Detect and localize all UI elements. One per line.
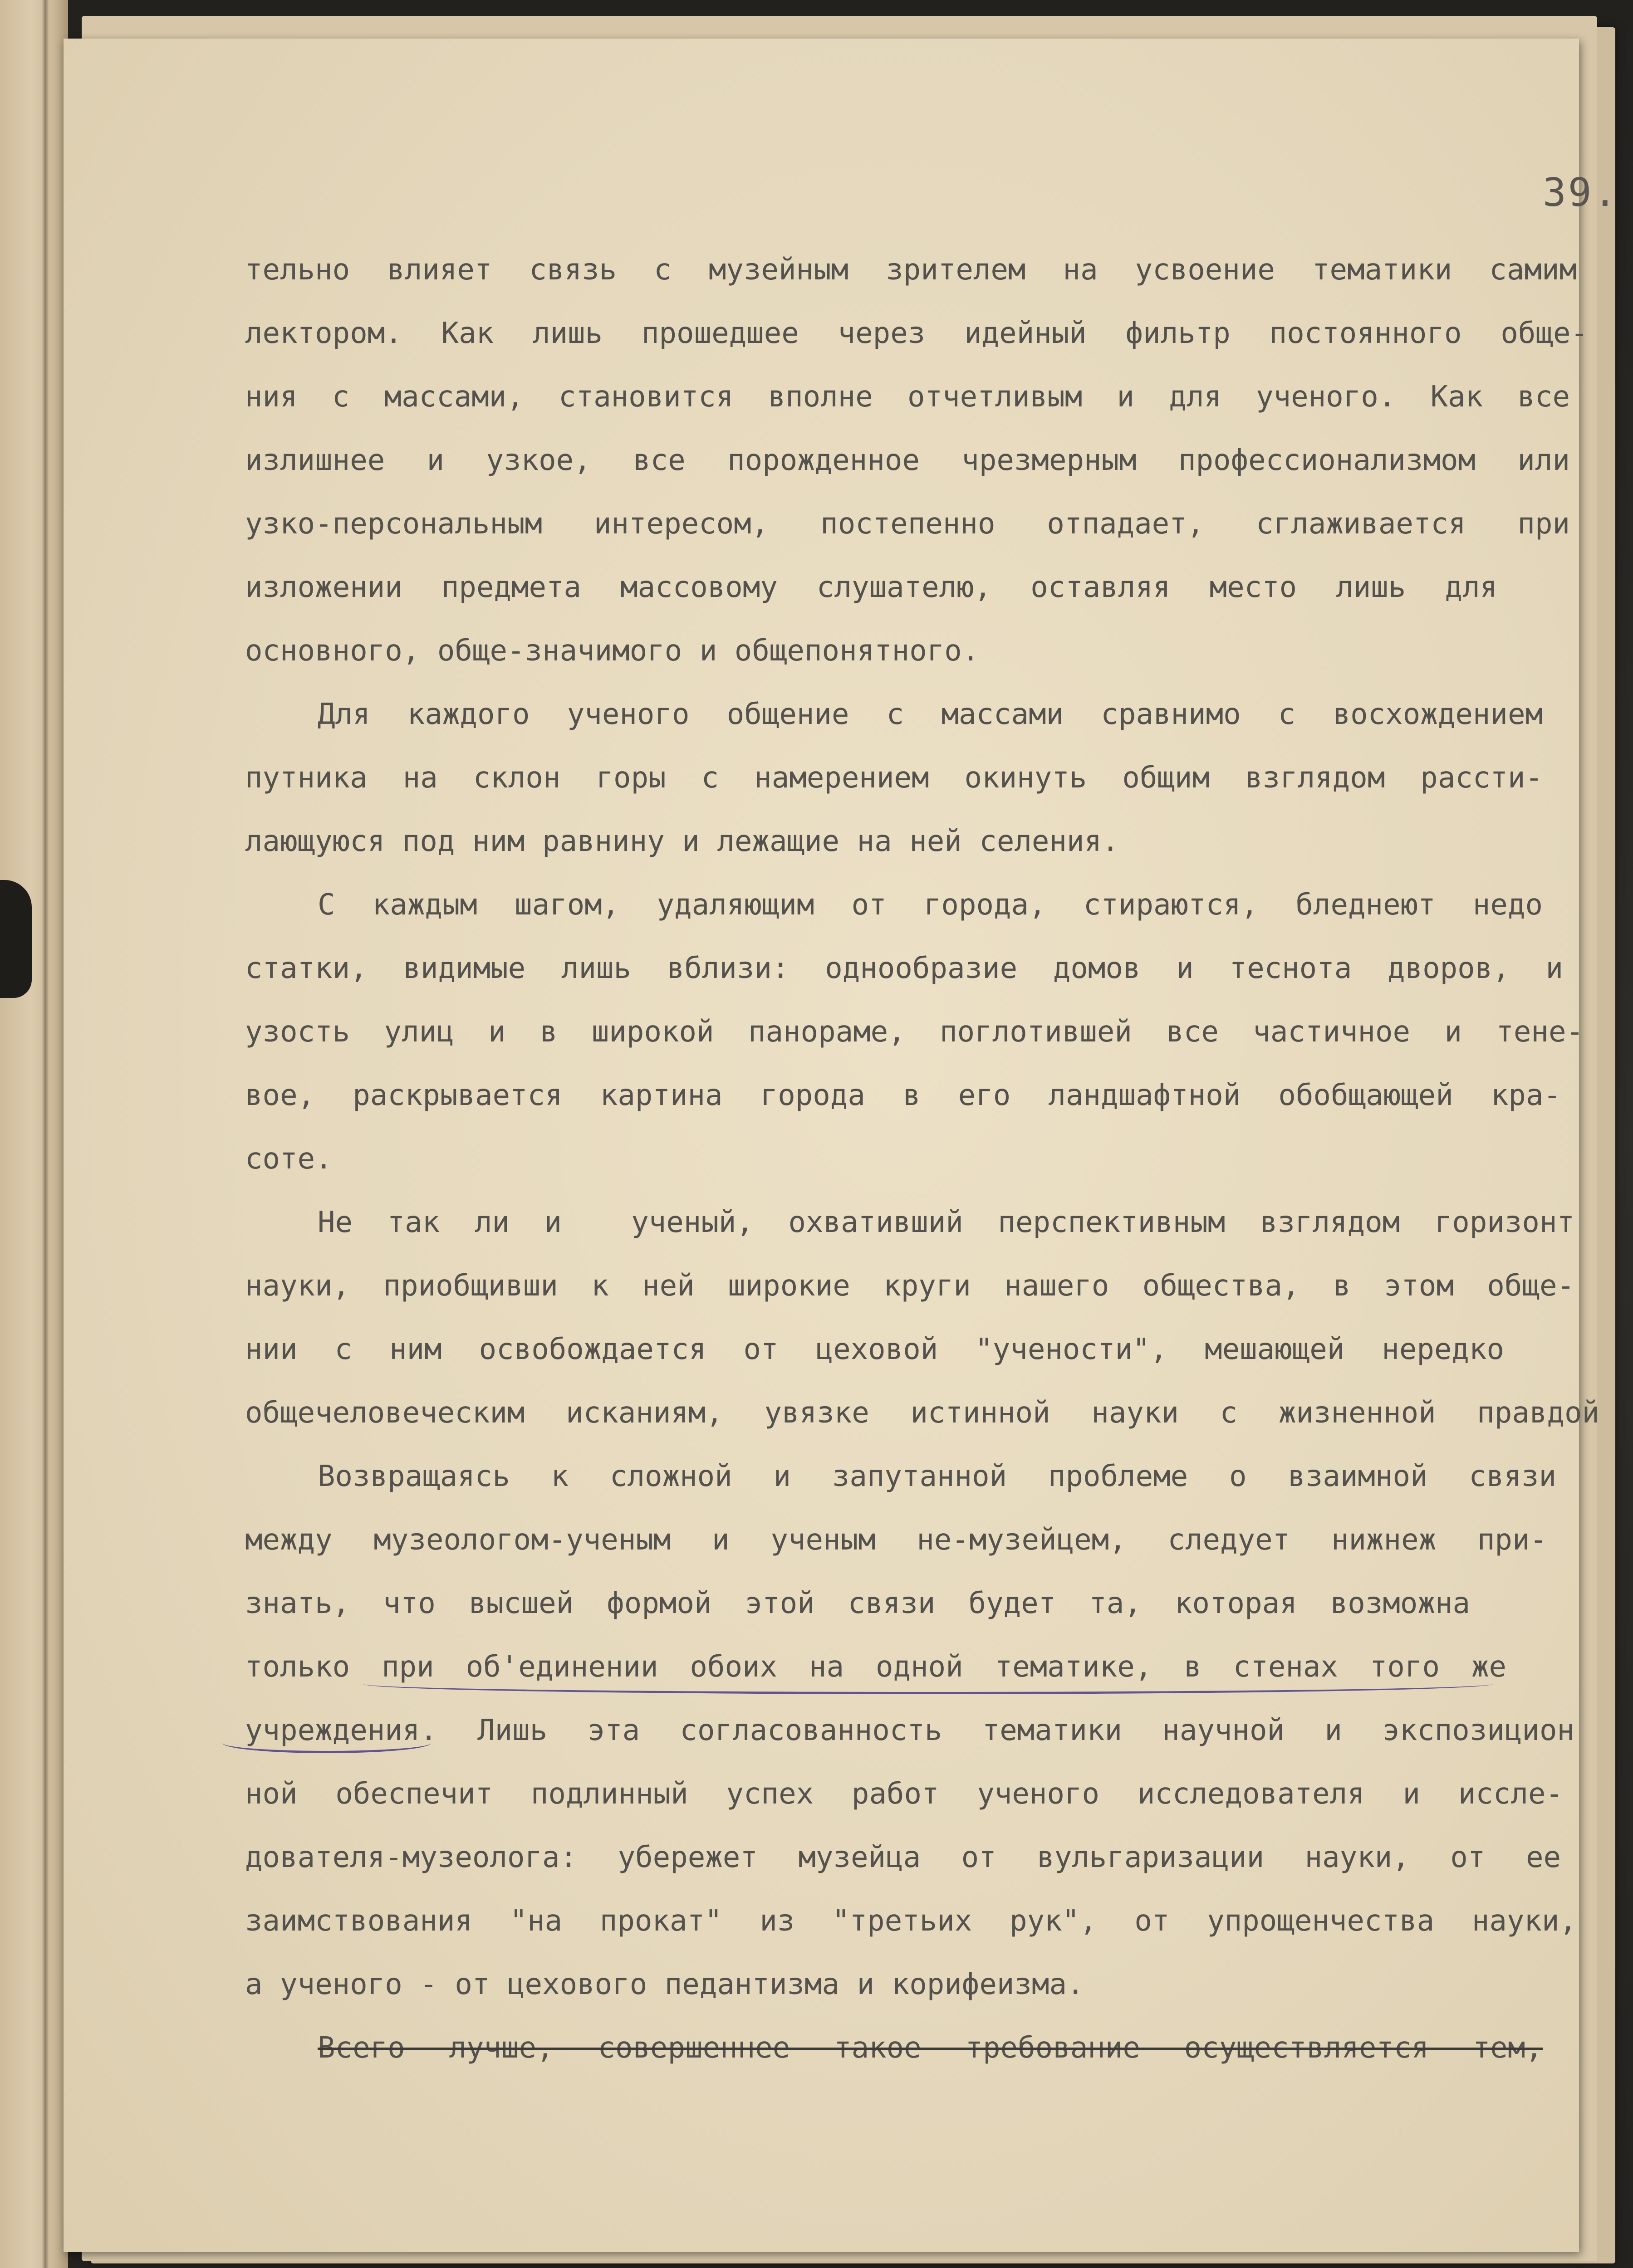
- text-line-7: основного, обще-значимого и общепонятного.: [245, 634, 980, 668]
- text-line-15: соте.: [245, 1142, 333, 1176]
- text-line-13: узость улиц и в широкой панораме, поглотившей все частичное и тене-: [245, 1015, 1584, 1049]
- text-line-14: вое, раскрывается картина города в его ландшафтной обобщающей кра-: [245, 1079, 1561, 1112]
- text-line-22: знать, что высшей формой этой связи будет та, которая возможна: [245, 1587, 1470, 1620]
- ink-underline-1: [363, 1674, 1493, 1694]
- text-line-5: узко-персональным интересом, постепенно отпадает, сглаживается при: [245, 507, 1570, 541]
- page-number: 39.: [1543, 170, 1619, 215]
- text-line-20: Возвращаясь к сложной и запутанной проблеме о взаимной связи: [318, 1460, 1556, 1493]
- text-line-21: между музеологом-ученым и ученым не-музейцем, следует нижнеж при-: [245, 1523, 1547, 1557]
- text-line-19: общечеловеческим исканиям, увязке истинной науки с жизненной правдой: [245, 1396, 1599, 1430]
- text-line-29-struck: Всего лучше, совершеннее такое требование осуществляется тем,: [318, 2031, 1543, 2065]
- text-line-16: Не так ли и ученый, охвативший перспективным взглядом горизонт: [318, 1206, 1574, 1239]
- text-line-8: Для каждого ученого общение с массами сравнимо с восхождением: [318, 698, 1543, 731]
- paper-tear: [0, 880, 32, 998]
- text-line-2: лектором. Как лишь прошедшее через идейный фильтр постоянного обще-: [245, 317, 1588, 350]
- text-line-1: тельно влияет связь с музейным зрителем на усвоение тематики самим: [245, 253, 1577, 287]
- text-line-10: лающуюся под ним равнину и лежащие на ней селения.: [245, 825, 1119, 858]
- folder-fold-shadow: [42, 0, 49, 2268]
- text-line-12: статки, видимые лишь вблизи: однообразие домов и теснота дворов, и: [245, 952, 1563, 985]
- text-line-11: С каждым шагом, удаляющим от города, стираются, бледнеют недо: [318, 888, 1543, 922]
- text-line-27: заимствования "на прокат" из "третьих рук", от упрощенчества науки,: [245, 1904, 1577, 1938]
- text-line-28: а ученого - от цехового педантизма и корифеизма.: [245, 1968, 1084, 2001]
- text-line-4: излишнее и узкое, все порожденное чрезмерным профессионализмом или: [245, 444, 1570, 477]
- ink-underline-2: [222, 1733, 431, 1753]
- text-line-3: ния с массами, становится вполне отчетливым и для ученого. Как все: [245, 380, 1570, 414]
- text-line-17: науки, приобщивши к ней широкие круги нашего общества, в этом обще-: [245, 1269, 1574, 1303]
- text-line-18: нии с ним освобождается от цеховой "учености", мешающей нередко: [245, 1333, 1504, 1366]
- text-line-25: ной обеспечит подлинный успех работ ученого исследователя и иссле-: [245, 1777, 1563, 1811]
- text-line-23: только при об'единении обоих на одной тематике, в стенах того же: [245, 1650, 1506, 1684]
- text-line-24: учреждения. Лишь эта согласованность тематики научной и экспозицион: [245, 1714, 1574, 1747]
- text-line-6: изложении предмета массовому слушателю, оставляя место лишь для: [245, 571, 1497, 604]
- text-line-9: путника на склон горы с намерением окинуть общим взглядом рассти-: [245, 761, 1543, 795]
- text-line-26: дователя-музеолога: убережет музейца от вульгаризации науки, от ее: [245, 1841, 1561, 1874]
- folder-edge: [0, 0, 68, 2268]
